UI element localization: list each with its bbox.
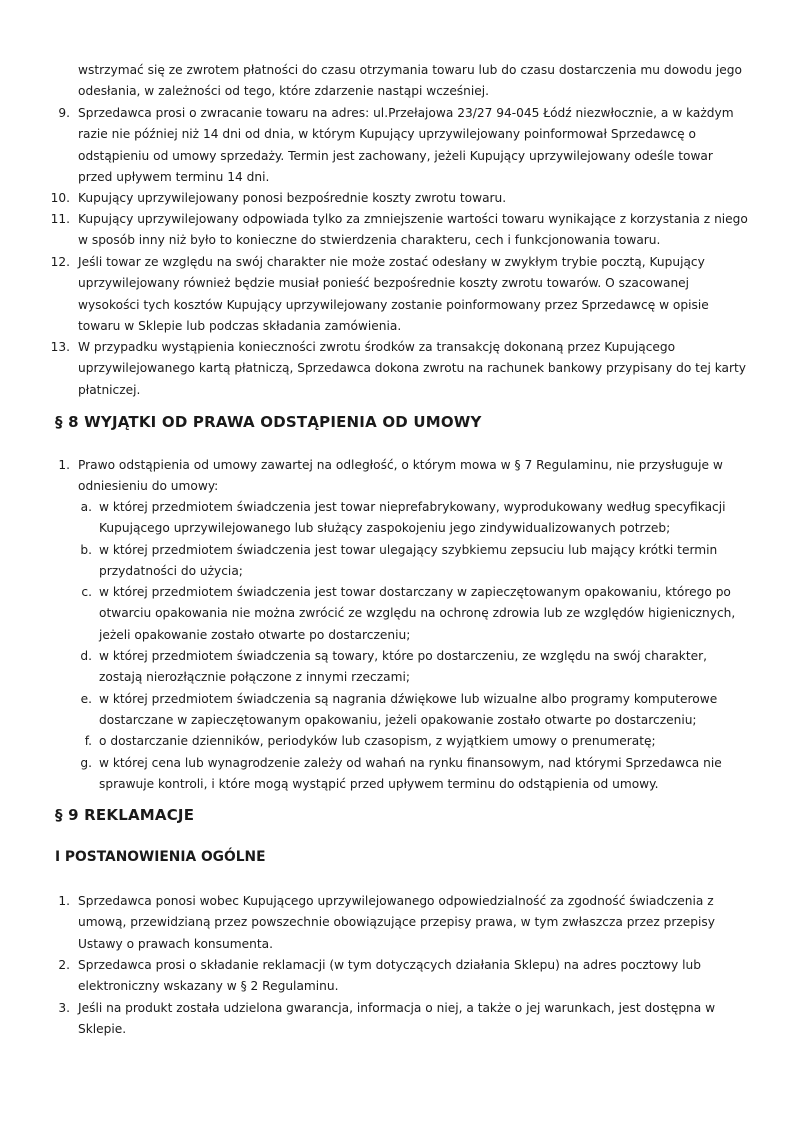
sublist-item-text: w której przedmiotem świadczenia są nagrania dźwiękowe lub wizualne albo programy komputerowe dostarczane w zapieczętowanym opakowaniu, jeżeli opakowanie zostało otwarte po dostarczeniu;	[99, 692, 718, 728]
list-item-text: Kupujący uprzywilejowany ponosi bezpośrednie koszty zwrotu towaru.	[78, 191, 507, 205]
list-item-number: 9.	[58, 106, 70, 120]
section-heading: § 8 WYJĄTKI OD PRAWA ODSTĄPIENIA OD UMOWY	[55, 413, 482, 431]
list-item-number: 11.	[50, 212, 70, 226]
sublist-item-letter: f.	[84, 734, 92, 748]
list-item-number: 1.	[58, 458, 70, 472]
sublist-item-letter: c.	[81, 585, 92, 599]
list-item-text: W przypadku wystąpienia konieczności zwrotu środków za transakcję dokonaną przez Kupującego uprzywilejowanego kartą płatniczą, Sprzedawca dokona zwrotu na rachunek bankowy przypisany do tej karty płatniczej.	[78, 340, 747, 397]
list-item-number: 13.	[50, 340, 70, 354]
section-heading: § 9 REKLAMACJE	[55, 806, 195, 824]
list-item-text: Prawo odstąpienia od umowy zawartej na odległość, o którym mowa w § 7 Regulaminu, nie przysługuje w odniesieniu do umowy:	[78, 458, 723, 494]
list-item-number: 3.	[58, 1001, 70, 1015]
sublist-item-letter: a.	[80, 500, 92, 514]
list-item-text: Jeśli towar ze względu na swój charakter nie może zostać odesłany w zwykłym trybie pocztą, Kupujący uprzywilejowany również będzie musiał ponieść bezpośrednie koszty zwrotu towarów. O szacowanej wysokości tych kosztów Kupujący uprzywilejowany zostanie poinformowany przez Sprzedawcę w opisie towaru w Sklepie lub podczas składania zamówienia.	[78, 255, 709, 333]
list-item-text: wstrzymać się ze zwrotem płatności do czasu otrzymania towaru lub do czasu dostarczenia mu dowodu jego odesłania, w zależności od tego, które zdarzenie nastąpi wcześniej.	[78, 63, 742, 99]
list-item-text: Sprzedawca prosi o zwracanie towaru na adres: ul.Przełajowa 23/27 94-045 Łódź niezwłocznie, a w każdym razie nie później niż 14 dni od dnia, w którym Kupujący uprzywilejowany poinformował Sprzedawcę o odstąpieniu od umowy sprzedaży. Termin jest zachowany, jeżeli Kupujący uprzywilejowany odeśle towar przed upływem terminu 14 dni.	[78, 106, 734, 184]
list-item-number: 10.	[50, 191, 70, 205]
sublist-item-text: w której cena lub wynagrodzenie zależy od wahań na rynku finansowym, nad którymi Sprzedawca nie sprawuje kontroli, i które mogą wystąpić przed upływem terminu do odstąpienia od umowy.	[99, 756, 722, 792]
list-item-text: Kupujący uprzywilejowany odpowiada tylko za zmniejszenie wartości towaru wynikające z korzystania z niego w sposób inny niż było to konieczne do stwierdzenia charakteru, cech i funkcjonowania towaru.	[78, 212, 748, 248]
sublist-item-text: w której przedmiotem świadczenia jest towar nieprefabrykowany, wyprodukowany według specyfikacji Kupującego uprzywilejowanego lub służący zaspokojeniu jego zindywidualizowanych potrzeb;	[99, 500, 726, 536]
sublist-item-text: o dostarczanie dzienników, periodyków lub czasopism, z wyjątkiem umowy o prenumeratę;	[99, 734, 656, 748]
list-item-text: Jeśli na produkt została udzielona gwarancja, informacja o niej, a także o jej warunkach, jest dostępna w Sklepie.	[78, 1001, 716, 1037]
sublist-item-letter: e.	[80, 692, 92, 706]
subsection-heading: I POSTANOWIENIA OGÓLNE	[55, 849, 266, 865]
list-item-number: 12.	[50, 255, 70, 269]
sublist-item-letter: g.	[80, 756, 92, 770]
list-item-text: Sprzedawca ponosi wobec Kupującego uprzywilejowanego odpowiedzialność za zgodność świadczenia z umową, przewidzianą przez powszechnie obowiązujące przepisy prawa, w tym zwłaszcza przez przepisy Ustawy o prawach konsumenta.	[78, 894, 715, 951]
sublist-item-text: w której przedmiotem świadczenia jest towar ulegający szybkiemu zepsuciu lub mający krótki termin przydatności do użycia;	[99, 543, 718, 579]
list-item-text: Sprzedawca prosi o składanie reklamacji (w tym dotyczących działania Sklepu) na adres pocztowy lub elektroniczny wskazany w § 2 Regulaminu.	[78, 958, 701, 994]
sublist-item-text: w której przedmiotem świadczenia są towary, które po dostarczeniu, ze względu na swój charakter, zostają nierozłącznie połączone z innymi rzeczami;	[99, 649, 708, 685]
sublist-item-text: w której przedmiotem świadczenia jest towar dostarczany w zapieczętowanym opakowaniu, którego po otwarciu opakowania nie można zwrócić ze względu na ochronę zdrowia lub ze względów higienicznych, jeżeli opakowanie zostało otwarte po dostarczeniu;	[99, 585, 736, 642]
sublist-item-letter: b.	[80, 543, 92, 557]
sublist-item-letter: d.	[80, 649, 92, 663]
list-item-number: 2.	[58, 958, 70, 972]
list-item-number: 1.	[58, 894, 70, 908]
